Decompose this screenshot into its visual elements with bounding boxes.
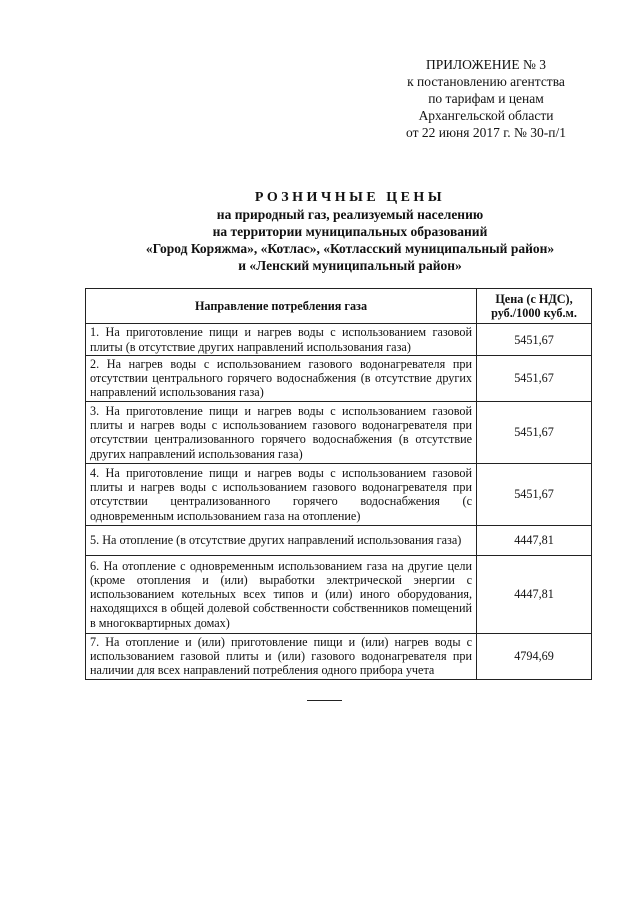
header-price: Цена (с НДС), руб./1000 куб.м.	[477, 289, 592, 324]
end-divider	[307, 700, 342, 701]
header-direction: Направление потребления газа	[86, 289, 477, 324]
table-header-row	[86, 289, 592, 324]
row-price: 5451,67	[477, 355, 592, 401]
row-price: 5451,67	[477, 324, 592, 355]
row-price: 4447,81	[477, 555, 592, 633]
title-line-3: на территории муниципальных образований	[212, 224, 488, 239]
price-table	[85, 288, 592, 680]
appendix-agency: по тарифам и ценам	[428, 91, 544, 106]
row-price: 5451,67	[477, 401, 592, 463]
row-price: 4447,81	[477, 525, 592, 555]
row-direction: 3. На приготовление пищи и нагрев воды с использованием газовой плиты и нагрев воды с использованием газового водонагревателя при отсутствии централизованного горячего водоснабжения (в отсутствие других направлений использования газа)	[86, 401, 477, 463]
title-main: РОЗНИЧНЫЕ ЦЕНЫ	[254, 190, 446, 205]
appendix-number: ПРИЛОЖЕНИЕ № 3	[425, 57, 547, 72]
title-line-2: на природный газ, реализуемый населению	[216, 207, 484, 222]
title-line-4: «Город Коряжма», «Котлас», «Котласский муниципальный район»	[145, 241, 555, 256]
table-row	[86, 401, 592, 463]
appendix-block	[380, 56, 592, 141]
table-row	[86, 633, 592, 679]
table-row	[86, 355, 592, 401]
row-price: 5451,67	[477, 463, 592, 525]
row-direction: 1. На приготовление пищи и нагрев воды с использованием газовой плиты (в отсутствие других направлений использования газа)	[86, 324, 477, 355]
row-direction: 4. На приготовление пищи и нагрев воды с использованием газовой плиты и нагрев воды с использованием газового водонагревателя при отсутствии централизованного горячего водоснабжения (с одновременным использованием газа на отопление)	[86, 463, 477, 525]
document-title	[60, 189, 640, 274]
table-row	[86, 463, 592, 525]
appendix-resolution: к постановлению агентства	[407, 74, 565, 89]
row-direction: 2. На нагрев воды с использованием газового водонагревателя при отсутствии центрального горячего водоснабжения (в отсутствие других направлений использования газа)	[86, 355, 477, 401]
row-direction: 6. На отопление с одновременным использованием газа на другие цели (кроме отопления и (или) выработки электрической энергии с использованием котельных всех типов и (или) иного оборудования, находящихся в общей долевой собственности собственников помещений в многоквартирных домах)	[86, 555, 477, 633]
table-row	[86, 555, 592, 633]
appendix-date: от 22 июня 2017 г. № 30-п/1	[406, 125, 566, 140]
title-line-5: и «Ленский муниципальный район»	[238, 258, 462, 273]
row-price: 4794,69	[477, 633, 592, 679]
row-direction: 5. На отопление (в отсутствие других направлений использования газа)	[86, 525, 477, 555]
table-row	[86, 324, 592, 355]
appendix-region: Архангельской области	[418, 108, 554, 123]
row-direction: 7. На отопление и (или) приготовление пищи и (или) нагрев воды с использованием газовой плиты и (или) газового водонагревателя при наличии для всех направлений потребления одного прибора учета	[86, 633, 477, 679]
table-row	[86, 525, 592, 555]
